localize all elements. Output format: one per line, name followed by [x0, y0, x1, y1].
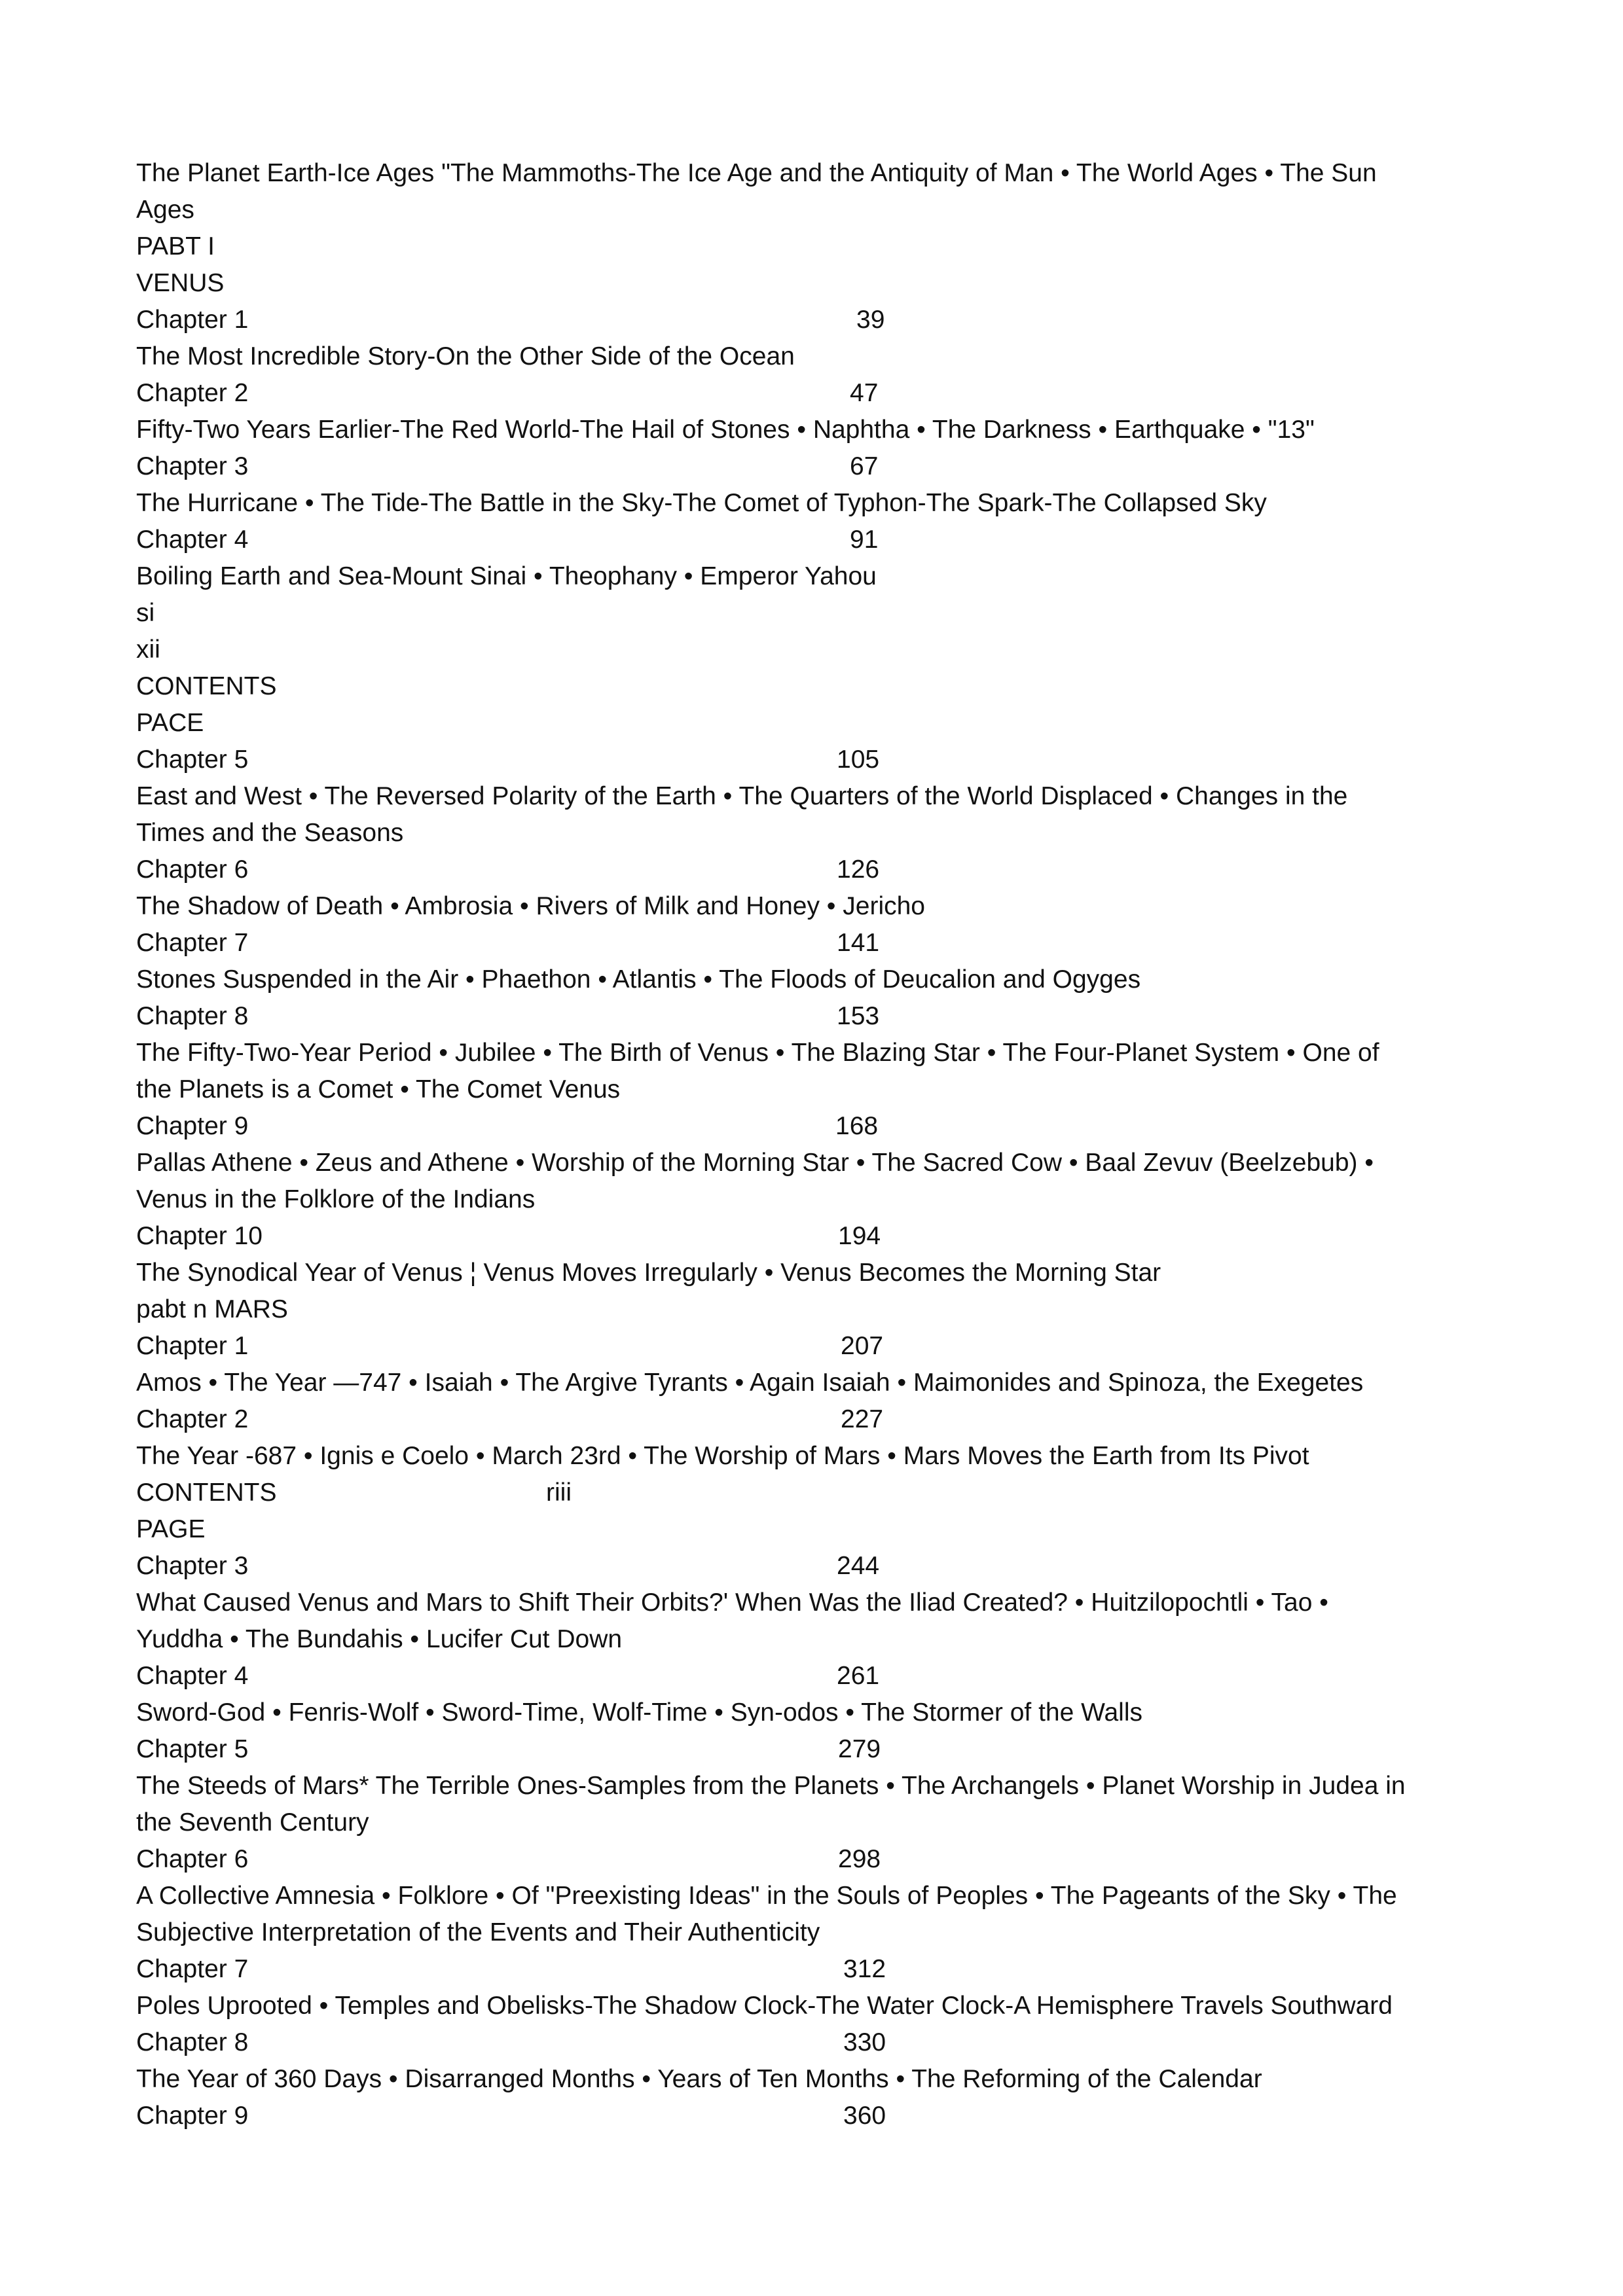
page-number: 39 [856, 306, 885, 334]
page-number: 153 [837, 1002, 880, 1030]
chapter-label: Chapter 8 [136, 2028, 249, 2056]
chapter-subjects: Amos • The Year —747 • Isaiah • The Argive Tyrants • Again Isaiah • Maimonides and Spinoza, the Exegetes [136, 1369, 1364, 1397]
chapter-subjects: The Hurricane • The Tide-The Battle in the Sky-The Comet of Typhon-The Spark-The Collapsed Sky [136, 489, 1267, 517]
toc-line: Ages [136, 196, 194, 224]
chapter-subjects: What Caused Venus and Mars to Shift Their Orbits?' When Was the Iliad Created? • Huitzilopochtli • Tao • [136, 1588, 1328, 1617]
chapter-label: Chapter 4 [136, 526, 249, 554]
page-number: 298 [838, 1845, 881, 1873]
part-title: pabt n MARS [136, 1295, 288, 1323]
chapter-subjects: the Planets is a Comet • The Comet Venus [136, 1075, 621, 1103]
chapter-label: Chapter 4 [136, 1662, 249, 1690]
page-number: 105 [837, 745, 880, 774]
chapter-subjects: The Synodical Year of Venus ¦ Venus Moves Irregularly • Venus Becomes the Morning Star [136, 1259, 1161, 1287]
page-number: 47 [850, 379, 879, 407]
page-number: 312 [843, 1955, 886, 1983]
chapter-subjects: The Steeds of Mars* The Terrible Ones-Samples from the Planets • The Archangels • Planet Worship in Judea in [136, 1772, 1406, 1800]
page-column-header: PACE [136, 709, 204, 737]
page-number: 67 [850, 452, 879, 480]
chapter-subjects: Stones Suspended in the Air • Phaethon • Atlantis • The Floods of Deucalion and Ogyges [136, 965, 1141, 994]
chapter-subjects: Venus in the Folklore of the Indians [136, 1185, 536, 1213]
page-number: 244 [837, 1552, 880, 1580]
chapter-label: Chapter 5 [136, 745, 249, 774]
page-number: 261 [837, 1662, 880, 1690]
page-marker: si [136, 599, 155, 627]
chapter-subjects: Pallas Athene • Zeus and Athene • Worship of the Morning Star • The Sacred Cow • Baal Zevuv (Beelzebub) • [136, 1149, 1374, 1177]
page-number: 330 [843, 2028, 886, 2056]
chapter-label: Chapter 3 [136, 452, 249, 480]
chapter-label: Chapter 6 [136, 1845, 249, 1873]
page-number: 207 [841, 1332, 884, 1360]
running-header: CONTENTS [136, 1479, 277, 1507]
part-title: VENUS [136, 269, 225, 297]
page-marker: riii [546, 1479, 572, 1507]
page-number: 141 [837, 929, 880, 957]
page-number: 279 [838, 1735, 881, 1763]
chapter-label: Chapter 5 [136, 1735, 249, 1763]
page-number: 126 [837, 855, 880, 884]
page-number: 91 [850, 526, 879, 554]
chapter-subjects: A Collective Amnesia • Folklore • Of "Preexisting Ideas" in the Souls of Peoples • The Pageants of the Sky • The [136, 1882, 1397, 1910]
chapter-label: Chapter 6 [136, 855, 249, 884]
chapter-subjects: Times and the Seasons [136, 819, 404, 847]
chapter-subjects: the Seventh Century [136, 1808, 369, 1837]
chapter-label: Chapter 9 [136, 2102, 249, 2130]
chapter-subjects: The Year of 360 Days • Disarranged Months • Years of Ten Months • The Reforming of the Calendar [136, 2065, 1262, 2093]
chapter-label: Chapter 3 [136, 1552, 249, 1580]
chapter-label: Chapter 2 [136, 379, 249, 407]
chapter-label: Chapter 2 [136, 1405, 249, 1433]
chapter-subjects: The Most Incredible Story-On the Other Side of the Ocean [136, 342, 795, 370]
chapter-subjects: The Fifty-Two-Year Period • Jubilee • The Birth of Venus • The Blazing Star • The Four-Planet System • One of [136, 1039, 1379, 1067]
chapter-subjects: Yuddha • The Bundahis • Lucifer Cut Down [136, 1625, 623, 1653]
chapter-subjects: Fifty-Two Years Earlier-The Red World-The Hail of Stones • Naphtha • The Darkness • Earthquake • "13" [136, 416, 1315, 444]
chapter-subjects: Sword-God • Fenris-Wolf • Sword-Time, Wolf-Time • Syn-odos • The Stormer of the Walls [136, 1698, 1143, 1727]
chapter-subjects: The Shadow of Death • Ambrosia • Rivers of Milk and Honey • Jericho [136, 892, 926, 920]
page-number: 360 [843, 2102, 886, 2130]
page-column-header: PAGE [136, 1515, 206, 1543]
chapter-subjects: Boiling Earth and Sea-Mount Sinai • Theophany • Emperor Yahou [136, 562, 877, 590]
part-label: PABT I [136, 232, 215, 260]
chapter-subjects: Poles Uprooted • Temples and Obelisks-The Shadow Clock-The Water Clock-A Hemisphere Travels Southward [136, 1992, 1393, 2020]
page-marker: xii [136, 636, 160, 664]
page-number: 227 [841, 1405, 884, 1433]
toc-line: The Planet Earth-Ice Ages "The Mammoths-The Ice Age and the Antiquity of Man • The World Ages • The Sun [136, 159, 1377, 187]
running-header: CONTENTS [136, 672, 277, 700]
chapter-subjects: Subjective Interpretation of the Events and Their Authenticity [136, 1918, 820, 1946]
chapter-label: Chapter 7 [136, 1955, 249, 1983]
chapter-label: Chapter 7 [136, 929, 249, 957]
page-number: 194 [838, 1222, 881, 1250]
chapter-label: Chapter 1 [136, 306, 249, 334]
chapter-label: Chapter 8 [136, 1002, 249, 1030]
chapter-subjects: East and West • The Reversed Polarity of the Earth • The Quarters of the World Displaced • Changes in the [136, 782, 1348, 810]
chapter-label: Chapter 9 [136, 1112, 249, 1140]
chapter-label: Chapter 10 [136, 1222, 263, 1250]
page-number: 168 [835, 1112, 879, 1140]
chapter-label: Chapter 1 [136, 1332, 249, 1360]
chapter-subjects: The Year -687 • Ignis e Coelo • March 23rd • The Worship of Mars • Mars Moves the Earth from Its Pivot [136, 1442, 1309, 1470]
